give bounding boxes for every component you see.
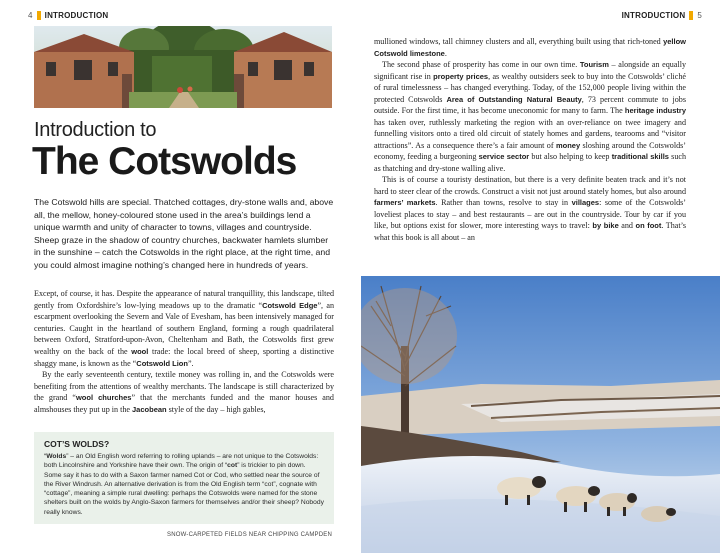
header-accent-bar: [689, 11, 693, 20]
keyword: heritage industry: [624, 106, 686, 115]
keyword: Wolds: [46, 453, 67, 460]
photo-caption: SNOW-CARPETED FIELDS NEAR CHIPPING CAMPDEN: [167, 532, 332, 538]
page-header-left: [28, 11, 108, 20]
keyword: by bike: [592, 221, 619, 230]
keyword: Area of Outstanding Natural Beauty: [446, 94, 582, 104]
right-paragraph-3: [374, 174, 686, 243]
text-run: but also helping to keep: [529, 152, 612, 161]
page-number: 5: [697, 11, 702, 20]
keyword: yellow Cotswold limestone: [374, 37, 686, 58]
text-run: . That’s what this book is all about – an: [374, 221, 687, 242]
text-run: Except, of course, it has. Despite the appearance of natural tranquillity, this landscape, tilted gently from Oxfordshire’s low-lying meadows up to the dramatic “: [34, 289, 334, 310]
keyword: traditional skills: [611, 152, 669, 161]
text-run: , 73 percent commute to jobs outside. For the first time, it has become uneconomic for many to farm. The: [374, 94, 686, 115]
text-run: and: [618, 221, 636, 230]
keyword: Jacobean: [132, 404, 167, 414]
text-run: such as thatching and dry-stone walling alive.: [374, 152, 687, 173]
snowy-fields-photo: [361, 276, 720, 553]
left-paragraph-1: [34, 288, 334, 369]
text-run: – alongside an equally significant rise in: [374, 60, 686, 81]
text-run: ”, an escarpment overlooking the Severn and Vale of Evesham, has been intensively managed for centuries. Caught in the heartland of southern England, forming a rough quadrilateral between Oxford, Stratford-upon-Avon, Cheltenham and Bath, the Cotswolds first grew wealthy on the back of the: [34, 300, 334, 356]
text-run: This is of course a touristy destination, but there is a very definite beaten track and it’s not hard to steer clear of the crowds. Construct a visit not just around stately homes, but also around: [374, 175, 686, 196]
keyword: money: [555, 140, 581, 150]
garden-manor-photo: [34, 26, 332, 108]
page-header-right: [622, 11, 702, 20]
right-paragraph-2: [374, 59, 686, 174]
cots-wolds-callout: [34, 432, 334, 524]
text-run: The second phase of prosperity has come in our own time.: [382, 60, 580, 69]
page-number: 4: [28, 11, 33, 20]
right-body-text: [374, 36, 686, 243]
text-run: ” that the merchants funded and the manor houses and almshouses they put up in the: [34, 393, 334, 414]
keyword: Cotswold Edge: [262, 300, 318, 310]
garden-manor-illustration: [34, 26, 332, 108]
text-run: sloshing around the Cotswolds’ economy, feeding a burgeoning: [374, 140, 686, 161]
keyword: farmers’ markets: [374, 198, 436, 207]
text-run: ”.: [187, 358, 194, 368]
keyword: wool churches: [75, 393, 132, 403]
text-run: ” – an Old English word referring to rolling uplands – are not unique to the Cotswolds: both Lincolnshire and Yorkshire have their own. The origin of “: [44, 453, 319, 470]
page-title: The Cotswolds: [32, 140, 297, 183]
right-paragraph-1: [374, 36, 686, 59]
text-run: trade: the local breed of sheep, sporting a distinctive shaggy mane, is known as the “: [34, 346, 334, 368]
keyword: on foot: [635, 221, 662, 230]
header-accent-bar: [37, 11, 41, 20]
keyword: Cotswold Lion: [136, 358, 188, 368]
text-run: mullioned windows, tall chimney clusters and all, everything built using that rich-toned: [374, 37, 664, 46]
left-body-text: [34, 288, 334, 416]
text-run: . Rather than towns, resolve to stay in: [435, 198, 572, 207]
keyword: Tourism: [579, 60, 609, 69]
keyword: service sector: [478, 152, 530, 161]
text-run: ” is trickier to pin down. Some say it has to do with a Saxon farmer named Cot or Cod, who settled near the source of the River Windrush. An alternative derivation is from the Old English term “cot”, cognate with “cottage”, meaning a simple rural dwelling: perhaps the Cotswolds were named for the stone shelters built on the wolds by Anglo-Saxon farmers for themselves and/or their sheep? Nobody really knows.: [44, 462, 324, 516]
text-run: has taken over, ruthlessly marketing the region with an over-reliance on twee imagery and funnelling visitors onto a tired old circuit of stately homes and gardens, tearooms and “visitor attractions”. As a consequence there’s a fair amount of: [374, 117, 686, 150]
text-run: , as wealthy outsiders seek to buy into the Cotswolds’ cliché of rural timelessness – has changed everything. Today, of the 152,000 people living within the protected Cotswolds: [374, 71, 686, 104]
left-paragraph-2: [34, 369, 334, 415]
section-label: INTRODUCTION: [621, 11, 686, 20]
text-run: By the early seventeenth century, textile money was rolling in, and the Cotswolds were benefiting from the attentions of wealthy merchants. The landscape is still characterized by the grand “: [34, 370, 334, 403]
text-run: style of the day – high gables,: [166, 404, 266, 414]
text-run: .: [444, 48, 447, 58]
snowy-fields-illustration: [361, 276, 720, 553]
lead-paragraph: The Cotswold hills are special. Thatched cottages, dry-stone walls and, above all, the mellow, honey-coloured stone used in the area’s buildings lend a unique warmth and unity of character to towns, villages and countryside. Sheep graze in the shadow of country churches, backwater hamlets slumber in the sunshine – catch the Cotswolds in the right place, at the right time, and you could almost imagine nothing’s changed here in hundreds of years.: [34, 197, 334, 270]
section-label: INTRODUCTION: [44, 11, 109, 20]
keyword: wool: [131, 346, 149, 356]
title-line-1: Introduction to: [34, 119, 157, 141]
callout-title: COT’S WOLDS?: [44, 439, 110, 449]
keyword: property prices: [433, 71, 489, 81]
keyword: villages: [571, 198, 600, 207]
keyword: cot: [227, 462, 238, 470]
callout-text: “Wolds” – an Old English word referring to rolling uplands – are not unique to the Cotswolds: both Lincolnshire and Yorkshire have their own. The origin of “cot” is trickier to pin down. Some say it has to do with a Saxon farmer named Cot or Cod, who settled near the source of the River Windrush. An alternative derivation is from the Old English term “cot”, cognate with “cottage”, meaning a simple rural dwelling: perhaps the Cotswolds were named for the stone shelters built on the wolds by Anglo-Saxon farmers for themselves and/or their sheep? Nobody really knows.: [44, 453, 324, 516]
text-run: : some of the Cotswolds’ loveliest places to stay – and best restaurants – are out in the countryside. Tour by car if you like, but options exist for slower, more interesting ways to travel:: [374, 198, 686, 230]
